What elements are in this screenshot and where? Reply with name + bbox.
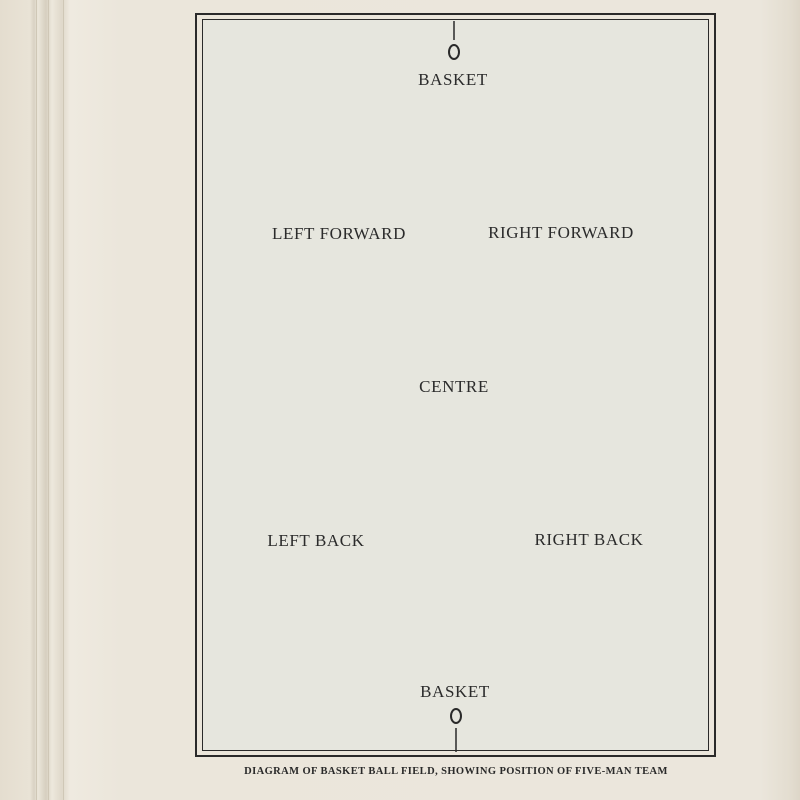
right-back-label: RIGHT BACK: [534, 530, 644, 549]
top-basket-label: BASKET: [418, 70, 488, 89]
bottom-basket-label: BASKET: [420, 682, 490, 701]
top-basket-icon: [449, 45, 459, 59]
diagram-caption: DIAGRAM OF BASKET BALL FIELD, SHOWING POSITION OF FIVE-MAN TEAM: [244, 766, 668, 777]
bottom-basket-icon: [451, 709, 461, 723]
left-back-label: LEFT BACK: [267, 531, 365, 550]
left-forward-label: LEFT FORWARD: [272, 224, 406, 243]
centre-label: CENTRE: [419, 377, 489, 396]
right-forward-label: RIGHT FORWARD: [488, 223, 634, 242]
